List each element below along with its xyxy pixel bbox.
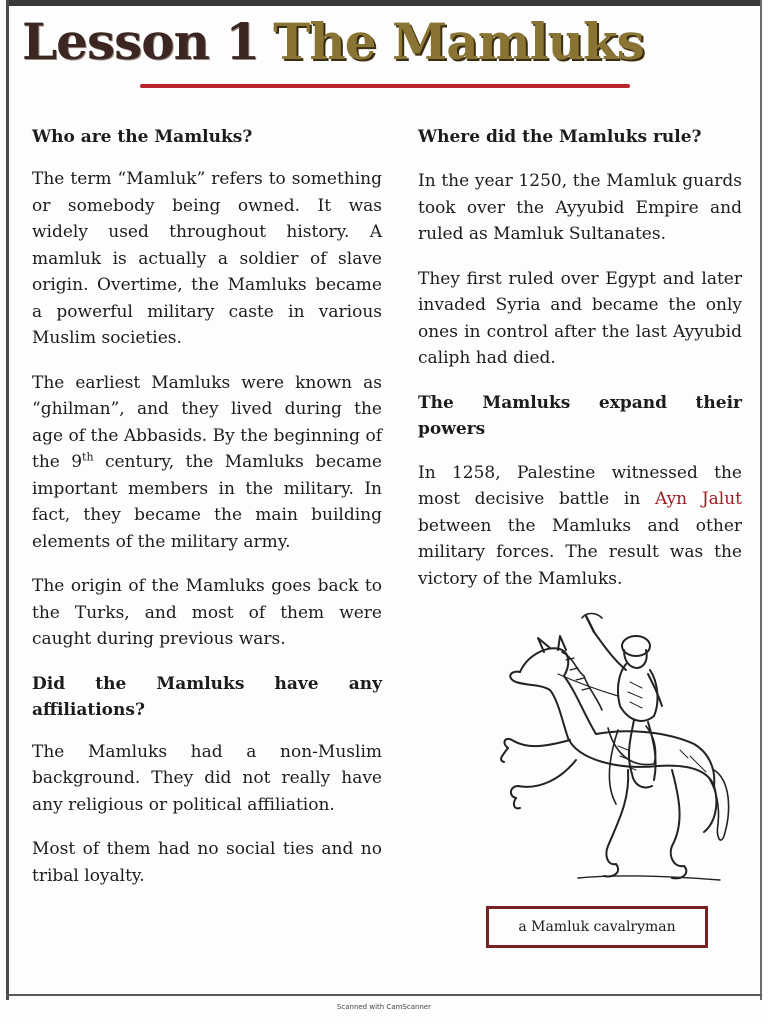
paragraph-ghilman [32,370,382,556]
figure-caption: a Mamluk cavalryman [486,906,708,948]
page-title [22,10,752,74]
paragraph-ayn-jalut [418,460,742,593]
paragraph-1250: In the year 1250, the Mamluk guards took over the Ayyubid Empire and ruled as Mamluk Sultanates. [418,171,742,244]
paragraph-social-ties: Most of them had no social ties and no tribal loyalty. [32,839,382,886]
heading-expand-powers: The Mamluks expand their powers [418,392,742,439]
paragraph-definition: The term “Mamluk” refers to something or somebody being owned. It was widely used throughout history. A mamluk is actually a soldier of slave origin. Overtime, the Mamluks became a powerful military caste in various Muslim societies. [32,169,382,348]
lesson-number: Lesson 1 [22,12,260,71]
heading-affiliations: Did the Mamluks have any affiliations? [32,673,382,720]
heading-who-are-mamluks: Who are the Mamluks? [32,127,253,147]
paragraph-ayn-jalut-text-b: between the Mamluks and other military forces. The result was the victory of the Mamluks. [418,515,742,589]
left-column [32,124,382,907]
paragraph-ghilman-text-a: The earliest Mamluks were known as “ghilman”, and they lived during the age of the Abbasids. By the beginning of the 9 [32,372,382,472]
paragraph-origin: The origin of the Mamluks goes back to the Turks, and most of them were caught during previous wars. [32,576,382,649]
superscript-th: th [82,450,94,464]
mamluk-horseman-illustration [458,610,738,890]
page-border-right [760,0,762,1000]
right-column [418,124,742,610]
page-border-bottom [6,994,762,996]
heading-where-rule: Where did the Mamluks rule? [418,127,702,147]
page-border-left [6,0,9,1000]
paragraph-background: The Mamluks had a non-Muslim background. They did not really have any religious or political affiliation. [32,741,382,815]
lesson-topic: The Mamluks [273,12,644,71]
paragraph-ghilman-text-b: century, the Mamluks became important members in the military. In fact, they became the main building elements of the military army. [32,452,382,552]
page-border-top [6,0,762,6]
paragraph-ayn-jalut-text-a: In 1258, Palestine witnessed the most decisive battle in [418,462,742,509]
title-underline [140,84,630,88]
paragraph-egypt-syria: They first ruled over Egypt and later invaded Syria and became the only ones in control after the last Ayyubid caliph had died. [418,268,742,368]
ayn-jalut-highlight: Ayn Jalut [654,489,742,509]
scanner-watermark: Scanned with CamScanner [336,1003,432,1011]
